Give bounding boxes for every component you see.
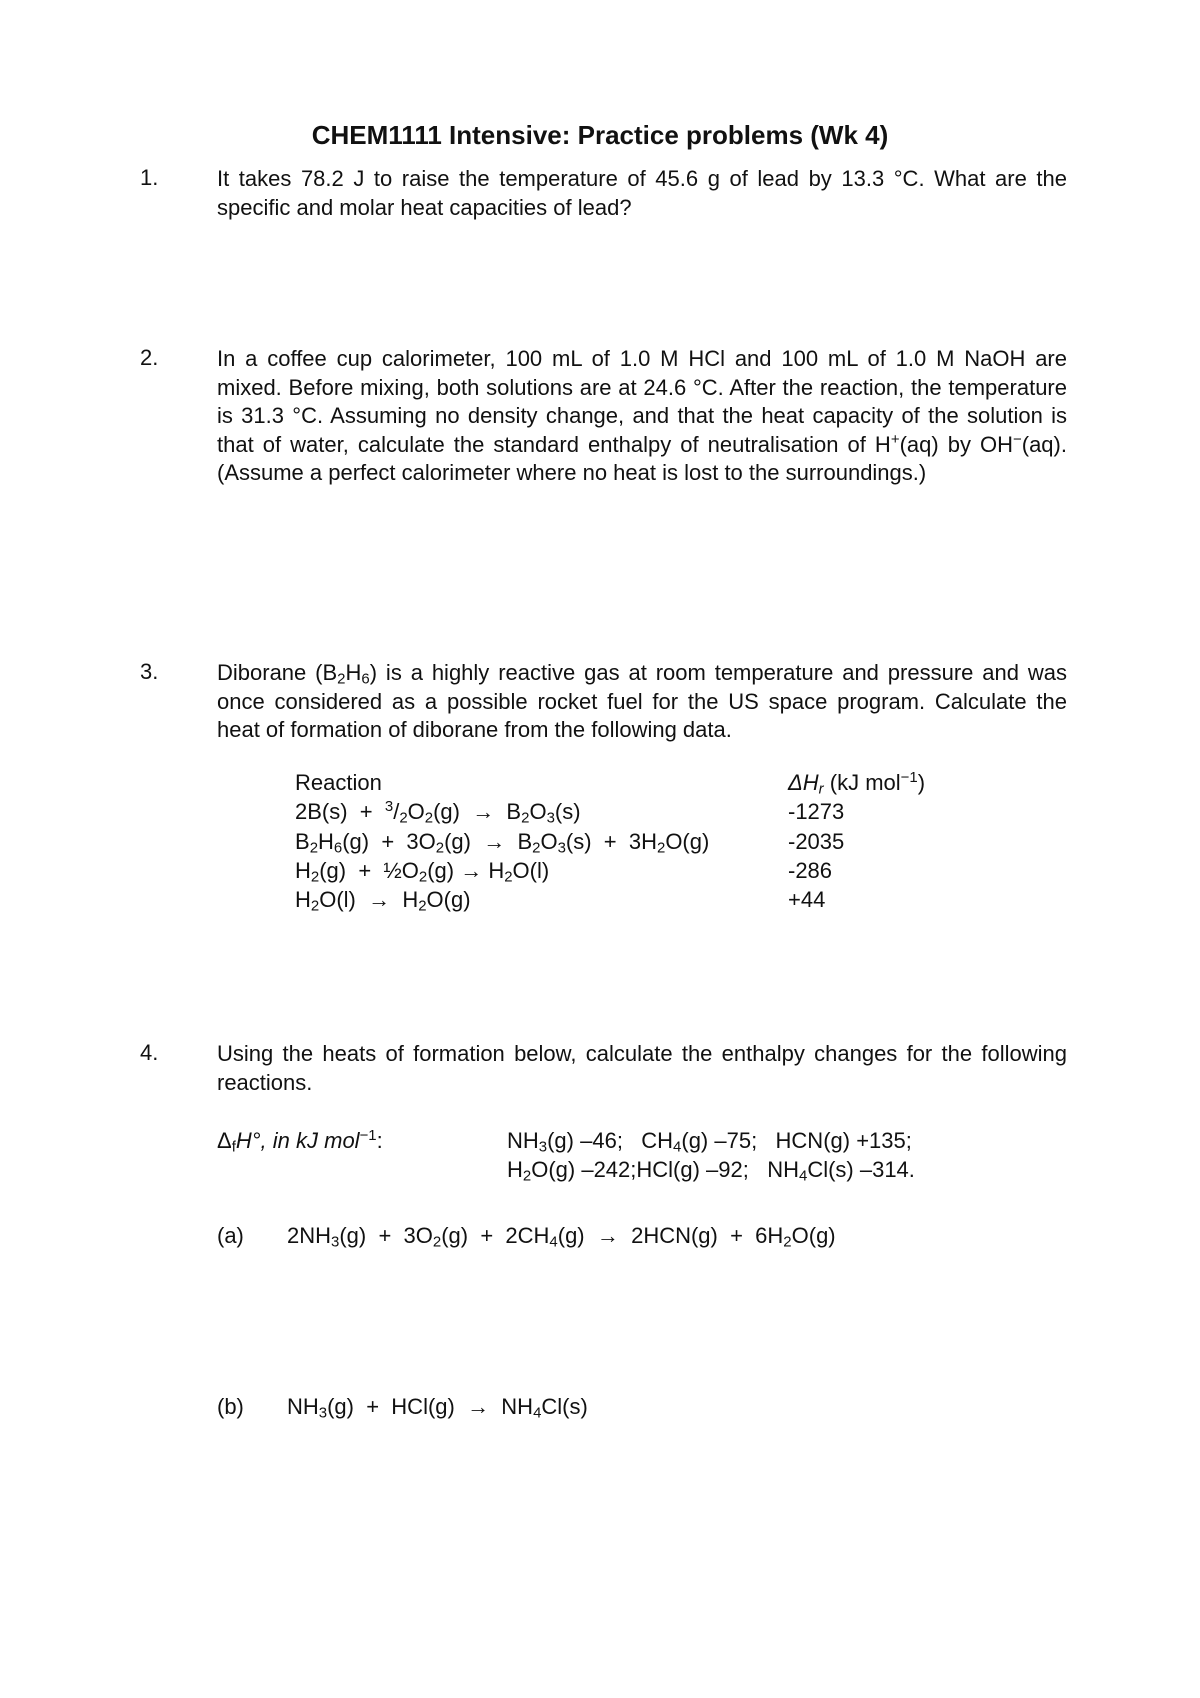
question-3-text: Diborane $(B_2H_6)$ is a highly reactive gas at room temperature and pressure and was once considered as a possible rocket fuel for the US space program. Calculate the heat of formation of diborane from the following data. <box>217 660 1068 742</box>
reaction-1-equation: $2B(s) + ^3/_2O_2(g) \to B_2O_3(s)$ <box>295 797 581 827</box>
reaction-3-equation: $H_2(g)$ + $\frac{1}{2}O_2(g) \to H_2O(l)$ <box>295 858 550 886</box>
reaction-3-value: -286 <box>788 858 833 883</box>
reaction-4-equation: $H_2O(l) \to H_2O(g)$ <box>295 887 471 915</box>
question-1-text: It takes 78.2 J to raise the temperature of 45.6 g of lead by 13.3 °C. What are the specific and molar heat capacities of lead? <box>217 166 1067 220</box>
question-4-number: 4. <box>140 1040 159 1065</box>
question-2-number: 2. <box>140 345 159 370</box>
question-1-number: 1. <box>140 165 159 190</box>
reaction-2-value: -2035 <box>788 829 845 854</box>
page-title: CHEM1111 Intensive: Practice problems (Wk 4) <box>311 120 889 150</box>
heats-of-formation-label: $\Delta_fH^\circ$, in kJ mol$^{-1}$: <box>217 1126 383 1156</box>
part-b-equation: $NH_3(g) + HCl(g) \to NH_4Cl(s)$ <box>287 1394 588 1422</box>
question-4-text: Using the heats of formation below, calculate the enthalpy changes for the following reactions. <box>217 1041 1067 1095</box>
question-3-number: 3. <box>140 659 159 684</box>
heats-of-formation-line-1: $NH_3(g)$ –46; $CH_4(g)$ –75; HCN(g) +135; <box>507 1128 912 1156</box>
part-a-equation: $2NH_3(g) + 3O_2(g) + 2CH_4(g) \to 2HCN(g) + 6H_2O(g)$ <box>287 1223 836 1251</box>
reaction-4-value: +44 <box>788 887 826 912</box>
reaction-2-equation: $B_2H_6(g) + 3O_2(g) \to B_2O_3(s) + 3H_2O(g)$ <box>295 829 710 857</box>
reaction-1-value: -1273 <box>788 799 845 824</box>
part-a-label: (a) <box>217 1223 244 1248</box>
question-2-text: In a coffee cup calorimeter, 100 mL of 1.0 M HCl and 100 mL of 1.0 M NaOH are mixed. Before mixing, both solutions are at 24.6 °C. After the reaction, the temperature is 31.3 °C. Assuming no density change, and that the heat capacity of the solution is that of water, calculate the standard enthalpy of neutralisation of H+(aq) by OH−(aq). (Assume a perfect calorimeter where no heat is lost to the surroundings.) <box>217 346 1067 485</box>
reaction-table-header-reaction: Reaction <box>295 770 382 795</box>
reaction-table-header-dh: $\Delta H_r$ (kJ mol$^{-1}$) <box>788 768 926 798</box>
part-b-label: (b) <box>217 1394 244 1419</box>
heats-of-formation-line-2: $H_2O(g)$ –242;HCl(g) –92; $NH_4Cl(s)$ –314. <box>507 1157 915 1185</box>
